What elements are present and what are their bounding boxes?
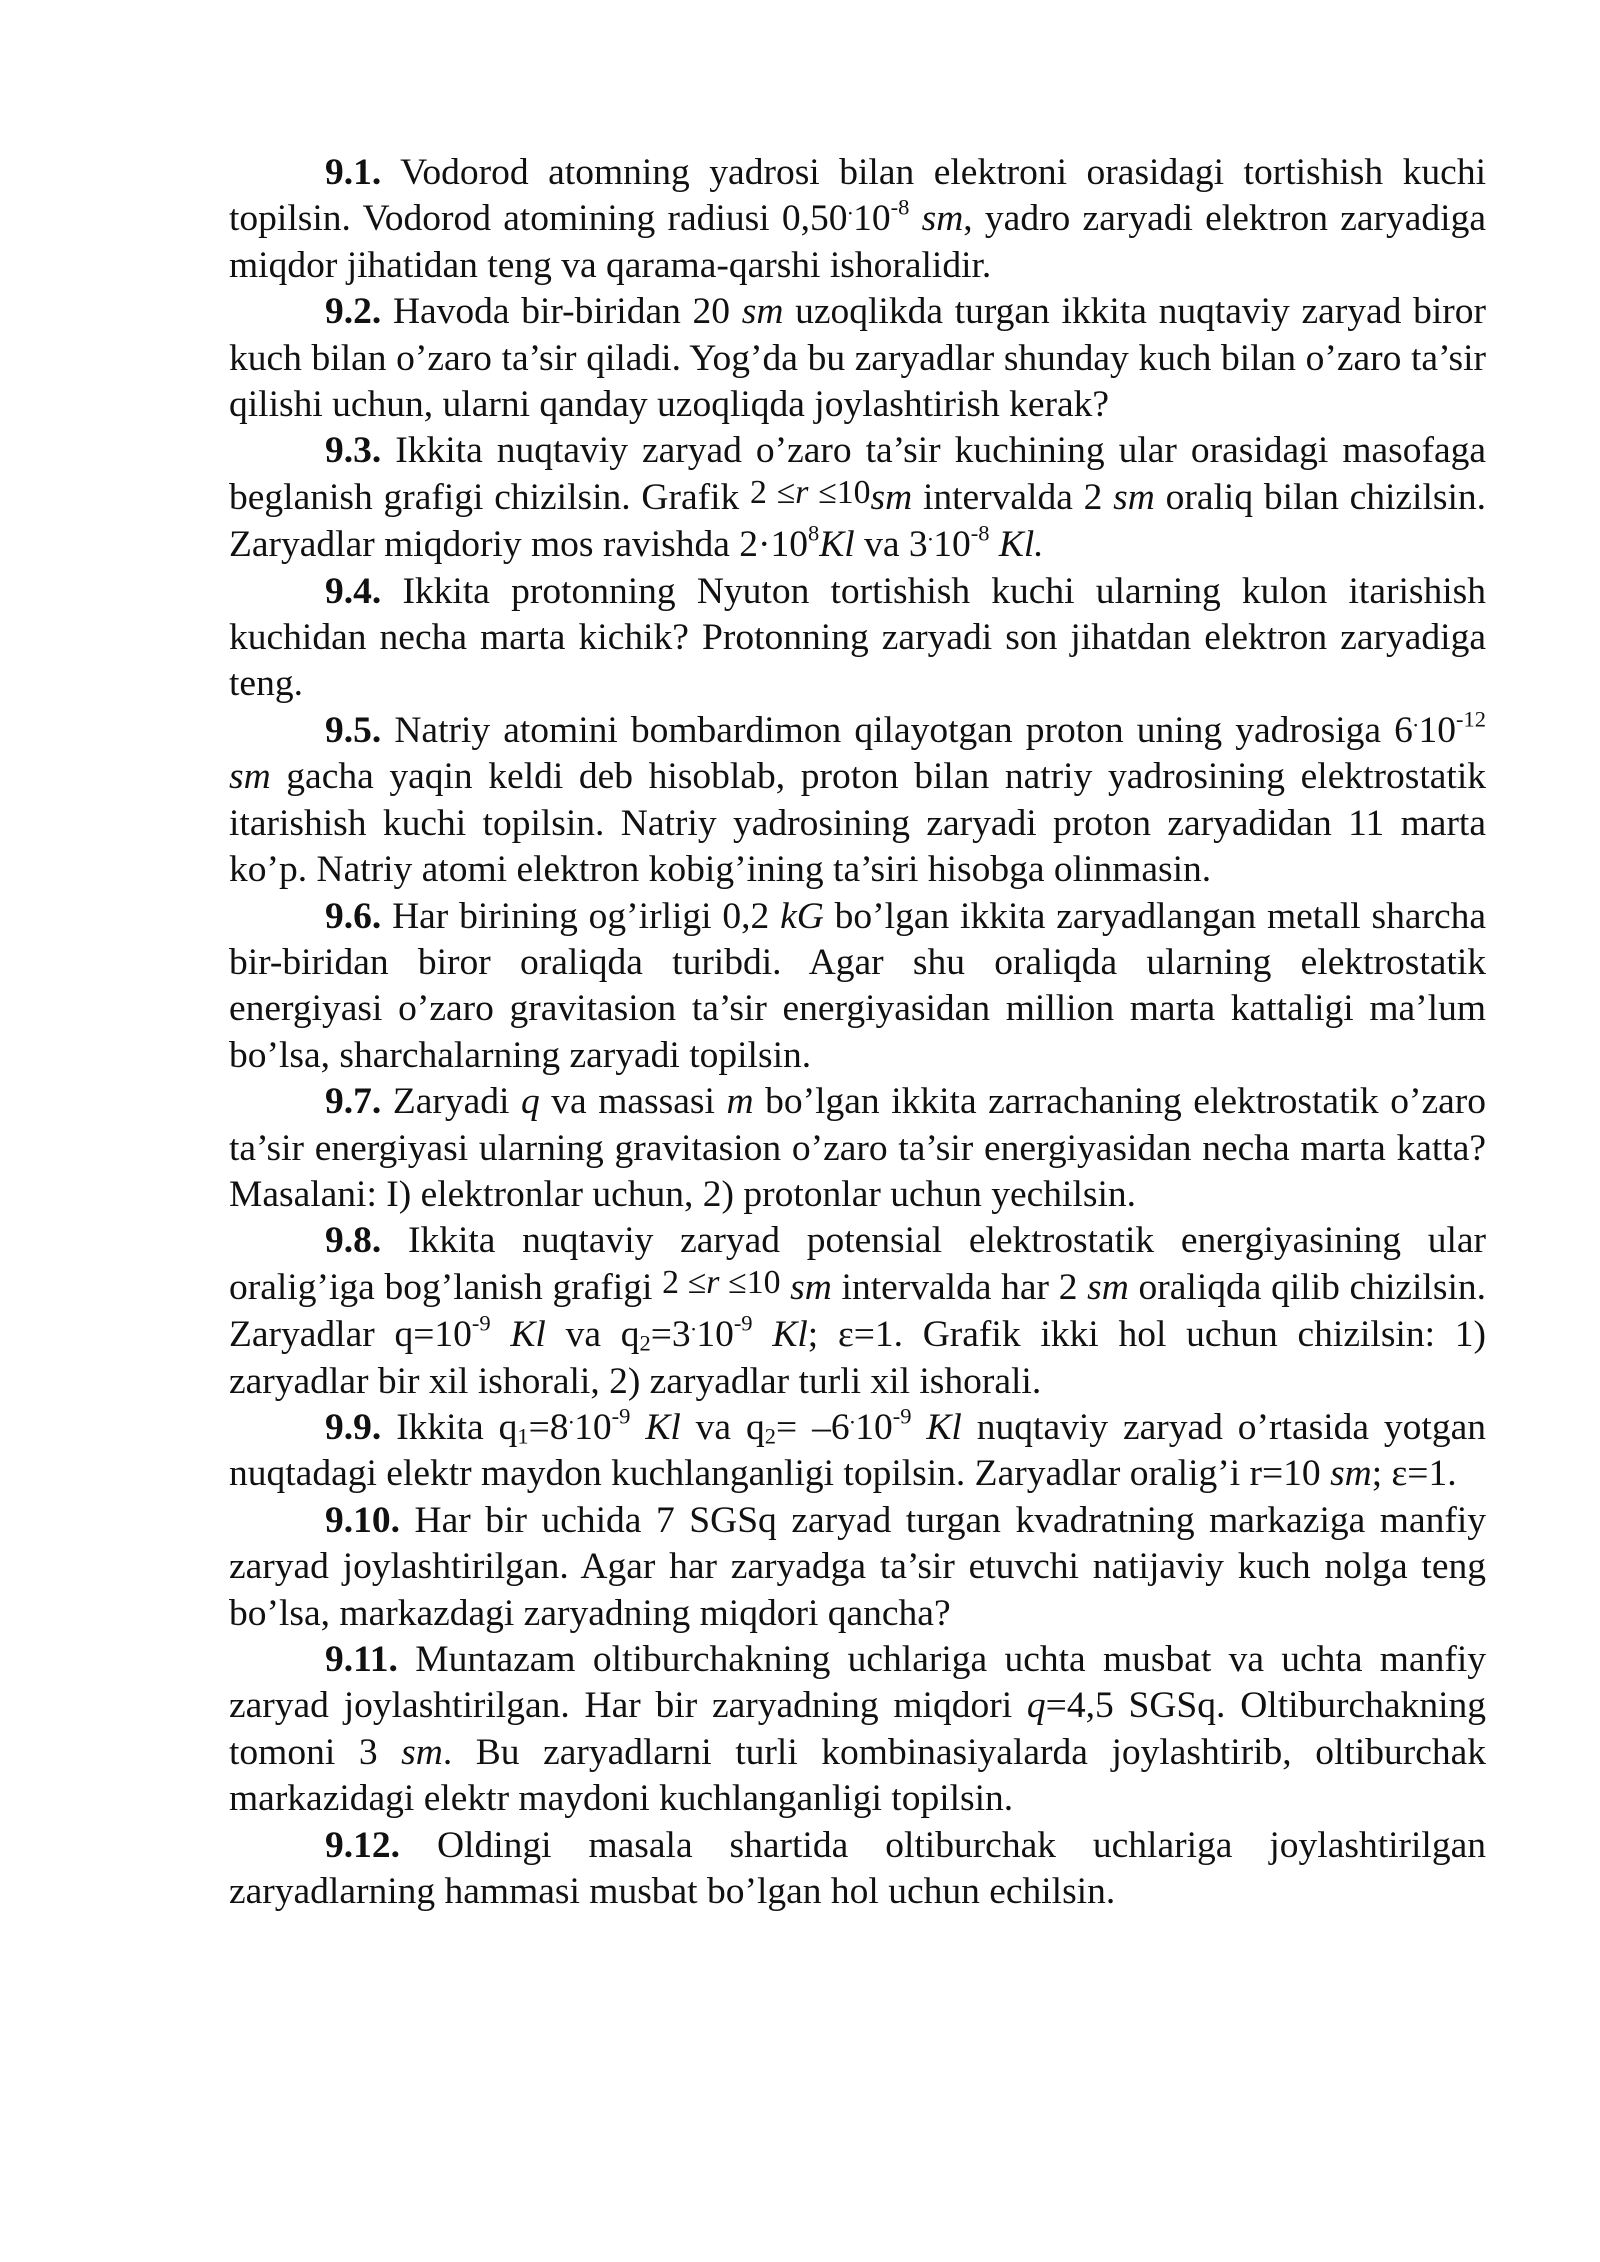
problem-9-1: [229, 150, 1486, 289]
problem-9-9: [229, 1405, 1486, 1498]
problem-number: 9.7.: [325, 1081, 382, 1123]
problem-9-10: [229, 1498, 1486, 1637]
problem-number: 9.12.: [325, 1824, 400, 1866]
problem-text: Har birining og’irligi 0,2 kG bo’lgan ikkita zaryadlangan metall sharcha bir-biridan biror oraliqda turibdi. Agar shu oraliqda ularning elektrostatik energiyasi o’zaro gravitasion ta’sir energiyasidan million marta kattaligi ma’lum bo’lsa, sharchalarning zaryadi topilsin.: [229, 895, 1487, 1076]
problem-9-8: [229, 1218, 1486, 1405]
problem-9-6: [229, 894, 1486, 1080]
problem-number: 9.4.: [325, 570, 382, 612]
problem-number: 9.3.: [325, 430, 382, 472]
problem-number: 9.8.: [325, 1220, 382, 1262]
problem-number: 9.11.: [325, 1639, 398, 1680]
problem-text: Ikkita $q_1=8^.10^{-9}$ Kl va $q_2= -6^.10^{-9}$ Kl nuqtaviy zaryad o’rtasida yotgan nuqtadagi elektr maydon kuchlanganligi topilsin. Zaryadlar oralig’i r=10 sm; ε=1.: [229, 1403, 1486, 1495]
problem-text: Havoda bir-biridan 20 sm uzoqlikda turgan ikkita nuqtaviy zaryad biror kuch bilan o’zaro ta’sir qiladi. Yog’da bu zaryadlar shunday kuch bilan o’zaro ta’sir qilishi uchun, ularni qanday uzoqliqda joylashtirish kerak?: [229, 291, 1486, 426]
problem-number: 9.5.: [325, 709, 382, 751]
problem-text: Ikkita nuqtaviy zaryad o’zaro ta’sir kuchining ular orasidagi masofaga beglanish grafigi chizilsin. Grafik 2 ≤r ≤10sm intervalda 2 sm oraliq bilan chizilsin. Zaryadlar miqdoriy mos ravishda $2\cdot 10^8Kl$ va $3^.10^{-8}$ Kl.: [229, 430, 1487, 566]
problem-number: 9.2.: [325, 291, 382, 333]
problem-9-12: [229, 1823, 1486, 1916]
problem-number: 9.1.: [325, 152, 382, 193]
problem-text: Har bir uchida 7 SGSq zaryad turgan kvadratning markaziga manfiy zaryad joylashtirilgan. Agar har zaryadga ta’sir etuvchi natijaviy kuch nolga teng bo’lsa, markazdagi zaryadning miqdori qancha?: [229, 1499, 1487, 1634]
problem-9-3: [229, 428, 1486, 568]
problem-text: Ikkita protonning Nyuton tortishish kuchi ularning kulon itarishish kuchidan necha marta kichik? Protonning zaryadi son jihatdan elektron zaryadiga teng.: [229, 570, 1487, 705]
problem-number: 9.10.: [325, 1499, 400, 1541]
problem-text: Vodorod atomning yadrosi bilan elektroni orasidagi tortishish kuchi topilsin. Vodorod atomining radiusi $0,50^.10^{-8}$ sm, yadro zaryadi elektron zaryadiga miqdor jihatidan teng va qarama-qarshi ishoralidir.: [229, 152, 1486, 286]
problem-text: Natriy atomini bombardimon qilayotgan proton uning yadrosiga $6^.10^{-12}$ sm gacha yaqin keldi deb hisoblab, proton bilan natriy yadrosining elektrostatik itarishish kuchi topilsin. Natriy yadrosining zaryadi proton zaryadidan 11 marta ko’p. Natriy atomi elektron kobig’ining ta’siri hisobga olinmasin.: [229, 706, 1487, 891]
problem-9-7: [229, 1079, 1486, 1218]
problem-9-4: [229, 569, 1486, 708]
problem-9-2: [229, 289, 1486, 428]
problem-number: 9.6.: [325, 895, 382, 937]
problem-number: 9.9.: [325, 1406, 382, 1448]
problem-9-11: [229, 1637, 1486, 1823]
document-page: [229, 150, 1486, 1915]
problem-text: Muntazam oltiburchakning uchlariga uchta musbat va uchta manfiy zaryad joylashtirilgan. Har bir zaryadning miqdori q=4,5 SGSq. Oltiburchakning tomoni 3 sm. Bu zaryadlarni turli kombinasiyalarda joylashtirib, oltiburchak markazidagi elektr maydoni kuchlanganligi topilsin.: [229, 1639, 1486, 1820]
problem-text: Zaryadi q va massasi m bo’lgan ikkita zarrachaning elektrostatik o’zaro ta’sir energiyasi ularning gravitasion o’zaro ta’sir energiyasidan necha marta katta? Masalani: I) elektronlar uchun, 2) protonlar uchun yechilsin.: [229, 1081, 1486, 1215]
problem-text: Oldingi masala shartida oltiburchak uchlariga joylashtirilgan zaryadlarning hammasi musbat bo’lgan hol uchun echilsin.: [229, 1824, 1486, 1913]
problem-9-5: [229, 708, 1486, 894]
problem-text: Ikkita nuqtaviy zaryad potensial elektrostatik energiyasining ular oralig’iga bog’lanish grafigi 2 ≤r ≤10 sm intervalda har 2 sm oraliqda qilib chizilsin. Zaryadlar $q=10^{-9}$ Kl va $q_2=3^.10^{-9}$ Kl; ε=1. Grafik ikki hol uchun chizilsin: 1) zaryadlar bir xil ishorali, 2) zaryadlar turli xil ishorali.: [229, 1220, 1487, 1402]
